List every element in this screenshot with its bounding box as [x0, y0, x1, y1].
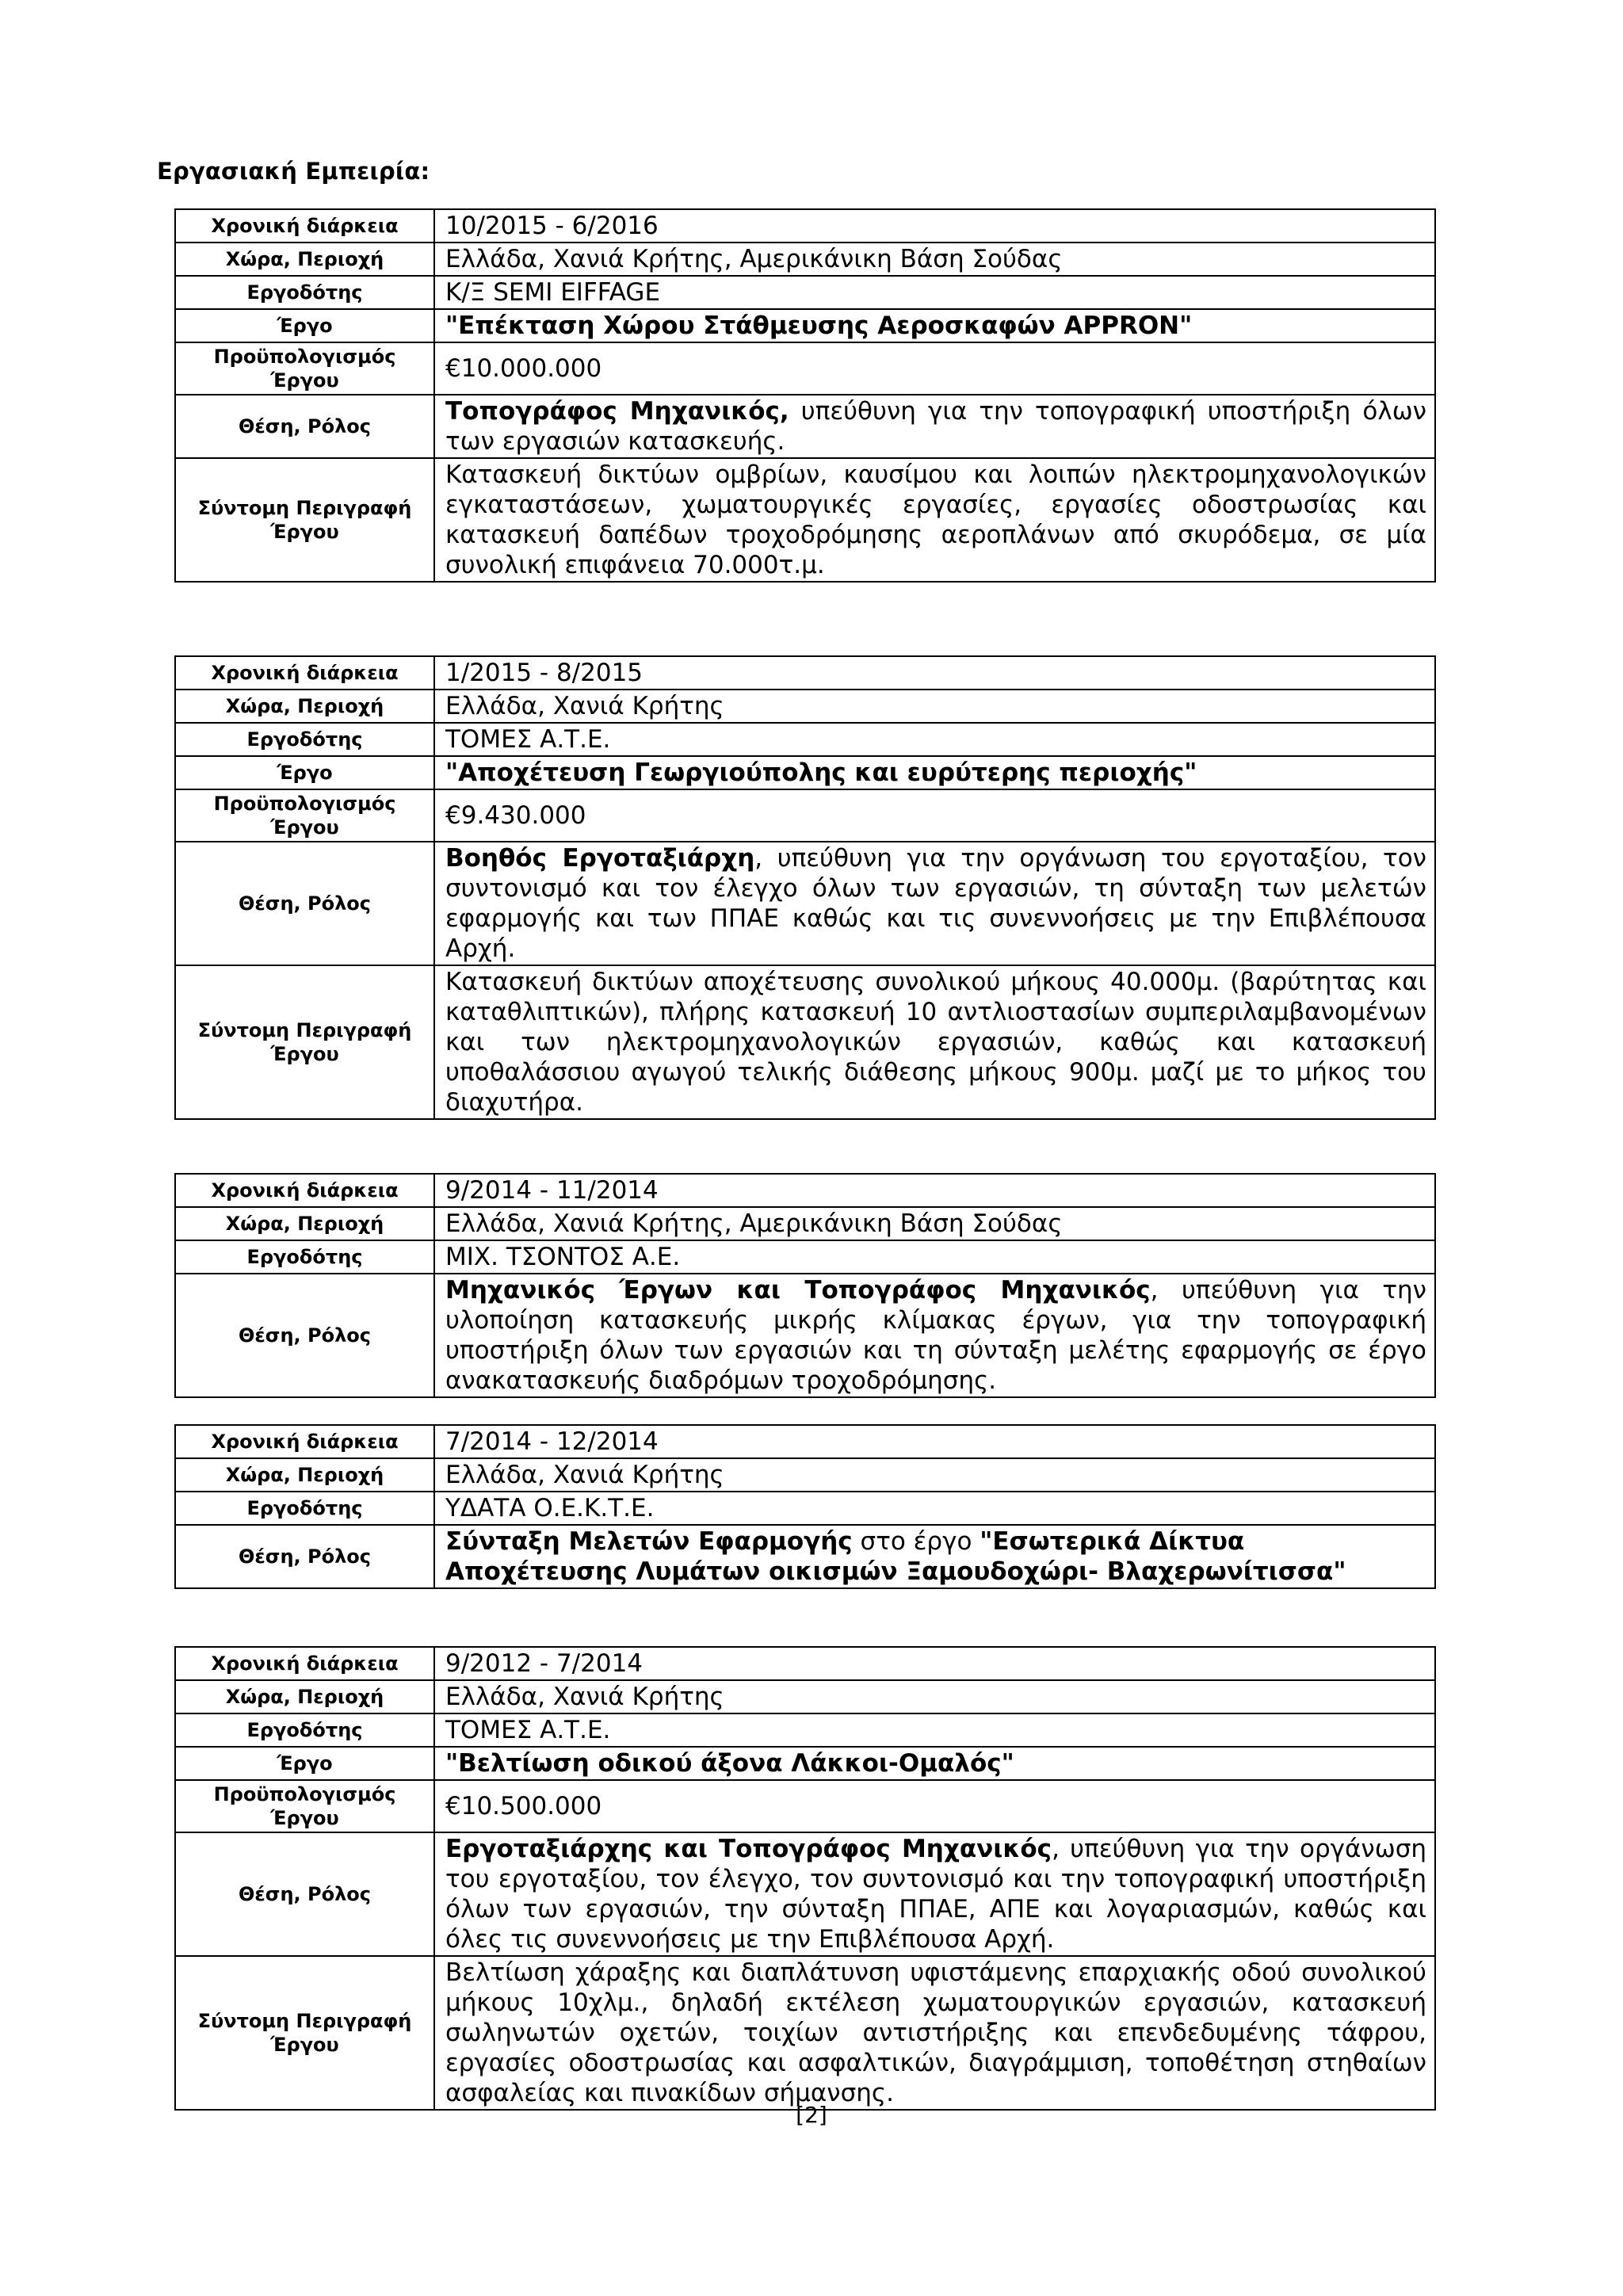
- row-description: [175, 1956, 1435, 2110]
- row-budget: [175, 1780, 1435, 1832]
- row-description: [175, 458, 1435, 582]
- job-table-4: [174, 1424, 1436, 1589]
- role-text: , υπεύθυνη για την υλοποίηση κατασκευής μικρής κλίμακας έργων, για την τοπογραφική υποστήριξη όλων των εργασιών και τη σύνταξη μελέτης εφαρμογής σε έργο ανακατασκευής διαδρόμων τροχοδρόμησης.: [445, 1276, 1426, 1395]
- value-project: "Αποχέτευση Γεωργιούπολης και ευρύτερης περιοχής": [434, 756, 1435, 789]
- label-project: Έργο: [175, 1747, 434, 1780]
- row-project: [175, 1747, 1435, 1780]
- value-role: [434, 395, 1435, 458]
- row-duration: [175, 1647, 1435, 1680]
- role-title: Σύνταξη Μελετών Εφαρμογής: [445, 1527, 853, 1556]
- value-role: [434, 1274, 1435, 1397]
- row-duration: [175, 656, 1435, 690]
- role-title: Τοπογράφος Μηχανικός,: [445, 397, 789, 426]
- label-budget: Προϋπολογισμός Έργου: [175, 342, 434, 395]
- value-budget: €10.000.000: [434, 342, 1435, 395]
- role-text: , υπεύθυνη για την οργάνωση του εργοταξίου, τον έλεγχο, τον συντονισμό και την τοπογραφική υποστήριξη όλων των εργασιών, την σύνταξη ΠΠΑΕ, ΑΠΕ και λογαριασμών, καθώς και όλες τις συνεννοήσεις με την Επιβλέπουσα Αρχή.: [445, 1835, 1426, 1954]
- value-employer: ΥΔΑΤΑ Ο.Ε.Κ.Τ.Ε.: [434, 1492, 1435, 1525]
- value-location: Ελλάδα, Χανιά Κρήτης: [434, 1680, 1435, 1713]
- row-duration: [175, 1425, 1435, 1458]
- value-budget: €9.430.000: [434, 789, 1435, 842]
- row-location: [175, 1207, 1435, 1240]
- row-role: [175, 395, 1435, 458]
- value-duration: 10/2015 - 6/2016: [434, 209, 1435, 243]
- role-text: στο έργο: [852, 1527, 980, 1556]
- value-description: Κατασκευή δικτύων αποχέτευσης συνολικού μήκους 40.000μ. (βαρύτητας και καταθλιπτικών), πλήρης κατασκευή 10 αντλιοστασίων συμπεριλαμβανομένων και των ηλεκτρομηχανολογικών εργασιών, καθώς και κατασκευή υποθαλάσσιου αγωγού τελικής διάθεσης μήκους 900μ. μαζί με το μήκος του διαχυτήρα.: [434, 965, 1435, 1119]
- row-duration: [175, 209, 1435, 243]
- row-location: [175, 690, 1435, 723]
- row-project: [175, 756, 1435, 789]
- label-role: Θέση, Ρόλος: [175, 1274, 434, 1397]
- section-title: Εργασιακή Εμπειρία:: [157, 158, 430, 185]
- row-employer: [175, 723, 1435, 756]
- label-budget: Προϋπολογισμός Έργου: [175, 1780, 434, 1832]
- value-duration: 9/2014 - 11/2014: [434, 1174, 1435, 1207]
- row-duration: [175, 1174, 1435, 1207]
- label-description: Σύντομη Περιγραφή Έργου: [175, 458, 434, 582]
- label-duration: Χρονική διάρκεια: [175, 1425, 434, 1458]
- value-employer: ΤΟΜΕΣ Α.Τ.Ε.: [434, 1713, 1435, 1747]
- label-role: Θέση, Ρόλος: [175, 1525, 434, 1588]
- row-location: [175, 1680, 1435, 1713]
- label-employer: Εργοδότης: [175, 723, 434, 756]
- label-location: Χώρα, Περιοχή: [175, 243, 434, 276]
- label-role: Θέση, Ρόλος: [175, 842, 434, 965]
- job-table-2: [174, 655, 1436, 1120]
- value-project: "Επέκταση Χώρου Στάθμευσης Αεροσκαφών APPRON": [434, 309, 1435, 342]
- value-duration: 7/2014 - 12/2014: [434, 1425, 1435, 1458]
- row-location: [175, 243, 1435, 276]
- value-employer: ΜΙΧ. ΤΣΟΝΤΟΣ Α.Ε.: [434, 1240, 1435, 1274]
- row-description: [175, 965, 1435, 1119]
- role-title: Βοηθός Εργοταξιάρχη: [445, 844, 755, 873]
- value-location: Ελλάδα, Χανιά Κρήτης, Αμερικάνικη Βάση Σούδας: [434, 1207, 1435, 1240]
- label-project: Έργο: [175, 756, 434, 789]
- value-budget: €10.500.000: [434, 1780, 1435, 1832]
- value-location: Ελλάδα, Χανιά Κρήτης: [434, 690, 1435, 723]
- label-description: Σύντομη Περιγραφή Έργου: [175, 1956, 434, 2110]
- row-role: [175, 1274, 1435, 1397]
- label-duration: Χρονική διάρκεια: [175, 209, 434, 243]
- label-employer: Εργοδότης: [175, 1240, 434, 1274]
- label-employer: Εργοδότης: [175, 276, 434, 309]
- label-duration: Χρονική διάρκεια: [175, 656, 434, 690]
- row-employer: [175, 1492, 1435, 1525]
- label-location: Χώρα, Περιοχή: [175, 1207, 434, 1240]
- role-text: , υπεύθυνη για την οργάνωση του εργοταξίου, τον συντονισμό και τον έλεγχο όλων των εργασιών, τη σύνταξη των μελετών εφαρμογής και των ΠΠΑΕ καθώς και τις συνεννοήσεις με την Επιβλέπουσα Αρχή.: [445, 844, 1426, 963]
- row-budget: [175, 789, 1435, 842]
- row-location: [175, 1458, 1435, 1492]
- role-text: υπεύθυνη για την τοπογραφική υποστήριξη όλων των εργασιών κατασκευής.: [445, 397, 1426, 456]
- label-project: Έργο: [175, 309, 434, 342]
- row-role: [175, 842, 1435, 965]
- label-description: Σύντομη Περιγραφή Έργου: [175, 965, 434, 1119]
- row-project: [175, 309, 1435, 342]
- label-employer: Εργοδότης: [175, 1492, 434, 1525]
- value-role: [434, 1832, 1435, 1956]
- label-location: Χώρα, Περιοχή: [175, 1458, 434, 1492]
- label-employer: Εργοδότης: [175, 1713, 434, 1747]
- job-table-3: [174, 1173, 1436, 1398]
- row-employer: [175, 1240, 1435, 1274]
- role-project: "Εσωτερικά Δίκτυα Αποχέτευσης Λυμάτων οικισμών Ξαμουδοχώρι- Βλαχερωνίτισσα": [445, 1527, 1346, 1586]
- value-employer: Κ/Ξ SEMI EIFFAGE: [434, 276, 1435, 309]
- value-location: Ελλάδα, Χανιά Κρήτης, Αμερικάνικη Βάση Σούδας: [434, 243, 1435, 276]
- row-employer: [175, 276, 1435, 309]
- job-table-5: [174, 1646, 1436, 2111]
- value-role: [434, 1525, 1435, 1588]
- role-title: Μηχανικός Έργων και Τοπογράφος Μηχανικός: [445, 1276, 1151, 1305]
- value-duration: 9/2012 - 7/2014: [434, 1647, 1435, 1680]
- value-project: "Βελτίωση οδικού άξονα Λάκκοι-Ομαλός": [434, 1747, 1435, 1780]
- label-role: Θέση, Ρόλος: [175, 395, 434, 458]
- label-duration: Χρονική διάρκεια: [175, 1174, 434, 1207]
- value-location: Ελλάδα, Χανιά Κρήτης: [434, 1458, 1435, 1492]
- value-description: Βελτίωση χάραξης και διαπλάτυνση υφιστάμενης επαρχιακής οδού συνολικού μήκους 10χλμ., δηλαδή εκτέλεση χωματουργικών εργασιών, κατασκευή σωληνωτών οχετών, τοιχίων αντιστήριξης και επενδεδυμένης τάφρου, εργασίες οδοστρωσίας και ασφαλτικών, διαγράμμιση, τοποθέτηση στηθαίων ασφαλείας και πινακίδων σήμανσης.: [434, 1956, 1435, 2110]
- row-budget: [175, 342, 1435, 395]
- row-role: [175, 1832, 1435, 1956]
- label-role: Θέση, Ρόλος: [175, 1832, 434, 1956]
- value-duration: 1/2015 - 8/2015: [434, 656, 1435, 690]
- value-description: Κατασκευή δικτύων ομβρίων, καυσίμου και λοιπών ηλεκτρομηχανολογικών εγκαταστάσεων, χωματουργικές εργασίες, εργασίες οδοστρωσίας και κατασκευή δαπέδων τροχοδρόμησης αεροπλάνων από σκυρόδεμα, σε μία συνολική επιφάνεια 70.000τ.μ.: [434, 458, 1435, 582]
- label-location: Χώρα, Περιοχή: [175, 690, 434, 723]
- row-employer: [175, 1713, 1435, 1747]
- label-budget: Προϋπολογισμός Έργου: [175, 789, 434, 842]
- job-table-1: [174, 208, 1436, 583]
- label-duration: Χρονική διάρκεια: [175, 1647, 434, 1680]
- role-title: Εργοταξιάρχης και Τοπογράφος Μηχανικός: [445, 1835, 1052, 1863]
- label-location: Χώρα, Περιοχή: [175, 1680, 434, 1713]
- value-employer: ΤΟΜΕΣ Α.Τ.Ε.: [434, 723, 1435, 756]
- value-role: [434, 842, 1435, 965]
- page-number: [2]: [796, 2102, 827, 2128]
- row-role: [175, 1525, 1435, 1588]
